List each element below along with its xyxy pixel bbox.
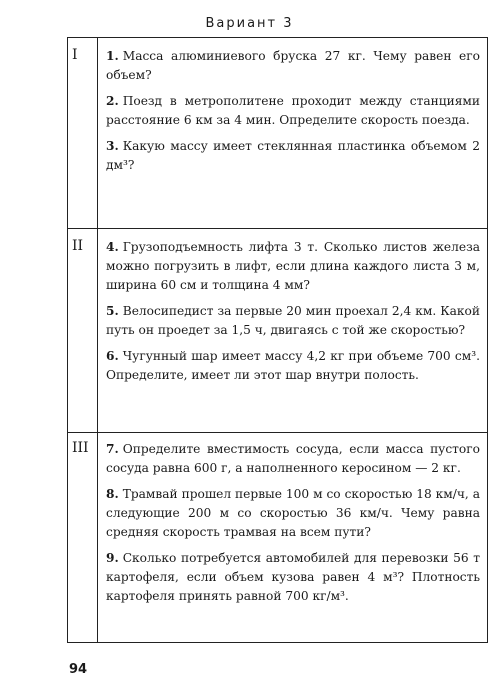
section-i-problems [106, 47, 480, 182]
problem-8 [106, 485, 480, 542]
problem-text: Масса алюминиевого бруска 27 кг. Чему равен его объем? [106, 49, 480, 82]
problem-number: 1. [106, 49, 119, 63]
problem-text: Грузоподъемность лифта 3 т. Сколько листов железа можно погрузить в лифт, если длина каждого листа 3 м, ширина 60 см и толщина 4 мм? [106, 240, 480, 292]
problem-text: Сколько потребуется автомобилей для перевозки 56 т картофеля, если объем кузова равен 4 м³? Плотность картофеля принять равной 700 кг/м³. [106, 551, 480, 603]
section-iii-problems [106, 440, 480, 613]
page-number: 94 [69, 662, 88, 677]
problem-number: 2. [106, 94, 119, 108]
variant-heading: Вариант 3 [205, 16, 294, 31]
row-divider-1 [68, 228, 487, 229]
problem-number: 4. [106, 240, 119, 254]
problem-number: 5. [106, 304, 119, 318]
problem-text: Чугунный шар имеет массу 4,2 кг при объеме 700 см³. Определите, имеет ли этот шар внутри полость. [106, 349, 480, 382]
problem-number: 3. [106, 139, 119, 153]
problem-text: Велосипедист за первые 20 мин проехал 2,4 км. Какой путь он проедет за 1,5 ч, двигаясь с той же скоростью? [106, 304, 480, 337]
problem-text: Поезд в метрополитене проходит между станциями расстояние 6 км за 4 мин. Определите скорость поезда. [106, 94, 480, 127]
problem-number: 7. [106, 442, 119, 456]
problems-table [67, 37, 488, 643]
problem-text: Трамвай прошел первые 100 м со скоростью 18 км/ч, а следующие 200 м со скоростью 36 км/ч. Чему равна средняя скорость трамвая на всем пути? [106, 487, 480, 539]
problem-4 [106, 238, 480, 295]
problem-number: 9. [106, 551, 119, 565]
section-label-iii: III [72, 440, 89, 456]
section-ii-problems [106, 238, 480, 392]
problem-1 [106, 47, 480, 85]
problem-7 [106, 440, 480, 478]
problem-number: 6. [106, 349, 119, 363]
problem-text: Определите вместимость сосуда, если масса пустого сосуда равна 600 г, а наполненного керосином — 2 кг. [106, 442, 480, 475]
row-divider-2 [68, 432, 487, 433]
problem-9 [106, 549, 480, 606]
column-divider [97, 38, 98, 642]
problem-2 [106, 92, 480, 130]
problem-text: Какую массу имеет стеклянная пластинка объемом 2 дм³? [106, 139, 480, 172]
section-label-i: I [72, 47, 78, 63]
problem-5 [106, 302, 480, 340]
section-label-ii: II [72, 238, 84, 254]
problem-6 [106, 347, 480, 385]
problem-3 [106, 137, 480, 175]
problem-number: 8. [106, 487, 119, 501]
